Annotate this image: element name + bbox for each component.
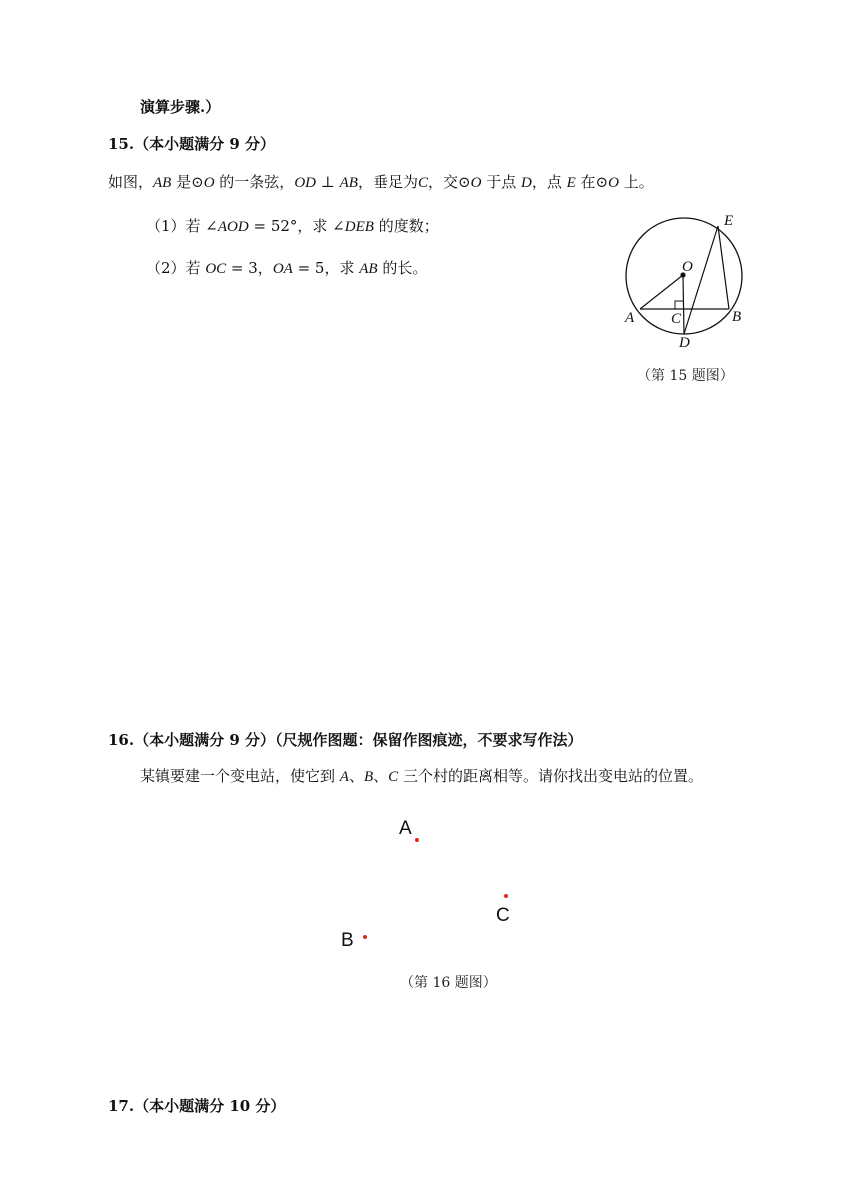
q15-header: 15.（本小题满分 9 分） [108, 135, 275, 153]
q16-stem: 某镇要建一个变电站，使它到 A、B、C 三个村的距离相等。请你找出变电站的位置。 [140, 767, 703, 785]
q16-header: 16.（本小题满分 9 分）（尺规作图题：保留作图痕迹，不要求写作法） [108, 731, 583, 749]
right-angle-mark [675, 301, 683, 309]
segment-de [684, 226, 718, 334]
q17-header: 17.（本小题满分 10 分） [108, 1097, 286, 1115]
label-b: B [732, 309, 742, 325]
village-c-point [504, 894, 508, 898]
q15-part2: （2）若 OC = 3，OA = 5，求 AB 的长。 [146, 259, 428, 277]
label-d: D [679, 335, 690, 351]
q15-stem: 如图，AB 是⊙O 的一条弦，OD ⊥ AB，垂足为C，交⊙O 于点 D，点 E 在⊙O 上。 [108, 173, 654, 191]
segment-od [683, 275, 684, 334]
village-b-label: B [341, 930, 354, 951]
q15-circle-diagram [600, 205, 770, 355]
village-b-point [363, 935, 367, 939]
village-a-point [415, 838, 419, 842]
village-a-label: A [399, 818, 412, 839]
label-e: E [724, 213, 734, 229]
village-c-label: C [496, 905, 510, 926]
previous-instruction-fragment: 演算步骤.） [140, 98, 221, 116]
segment-oa [640, 275, 683, 309]
q15-part1: （1）若 ∠AOD = 52°，求 ∠DEB 的度数； [146, 217, 439, 235]
q15-figure-caption: （第 15 题图） [637, 368, 734, 384]
label-o: O [682, 259, 693, 275]
label-c: C [671, 311, 682, 327]
label-a: A [625, 310, 635, 326]
q16-figure-caption: （第 16 题图） [400, 975, 497, 991]
